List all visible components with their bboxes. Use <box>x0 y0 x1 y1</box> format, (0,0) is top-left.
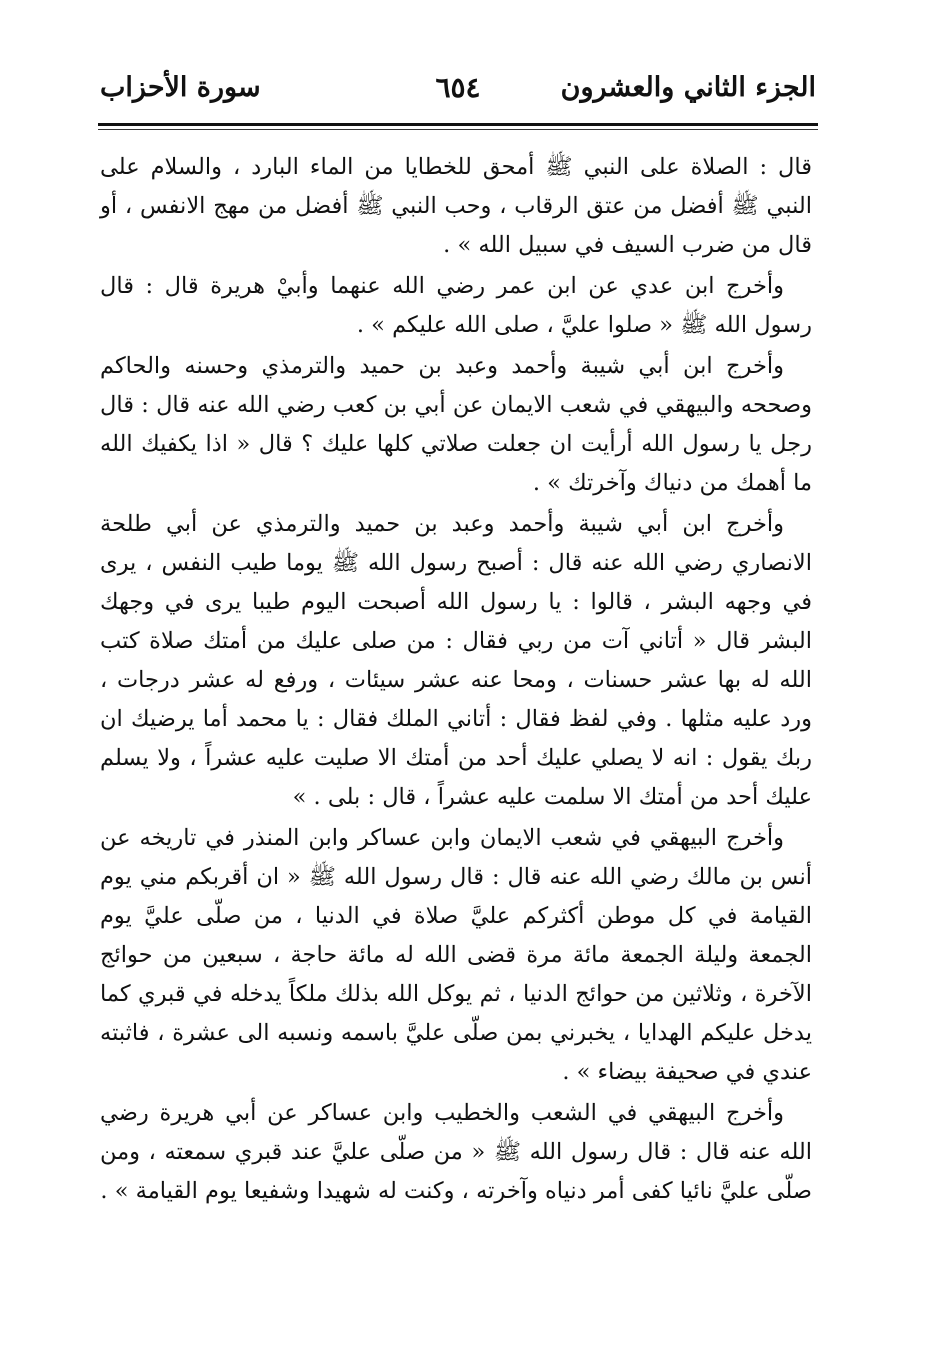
paragraph: قال : الصلاة على النبي ﷺ أمحق للخطايا من الماء البارد ، والسلام على النبي ﷺ أفضل من عتق الرقاب ، وحب النبي ﷺ أفضل من مهج الانفس ، أو قال من ضرب السيف في سبيل الله » . <box>100 154 812 258</box>
paragraph: وأخرج ابن أبي شيبة وأحمد وعبد بن حميد والترمذي عن أبي طلحة الانصاري رضي الله عنه قال : أصبح رسول الله ﷺ يوما طيب النفس ، يرى في وجهه البشر ، قالوا : يا رسول الله أصبحت اليوم طيبا يرى في وجهك البشر قال « أتاني آت من ربي فقال : من صلى عليك من أمتك صلاة كتب الله له بها عشر حسنات ، ومحا عنه عشر سيئات ، ورفع له عشر درجات ، ورد عليه مثلها . وفي لفظ فقال : أتاني الملك فقال : يا محمد أما يرضيك ان ربك يقول : انه لا يصلي عليك أحد من أمتك الا صليت عليه عشراً ، ولا يسلم عليك أحد من أمتك الا سلمت عليه عشراً ، قال : بلى . » <box>100 511 812 810</box>
paragraph: وأخرج البيهقي في شعب الايمان وابن عساكر وابن المنذر في تاريخه عن أنس بن مالك رضي الله عنه قال : قال رسول الله ﷺ « ان أقربكم مني يوم القيامة في كل موطن أكثركم عليَّ صلاة في الدنيا ، من صلّى عليَّ يوم الجمعة وليلة الجمعة مائة مرة قضى الله له مائة حاجة ، سبعين من حوائج الآخرة ، وثلاثين من حوائج الدنيا ، ثم يوكل الله بذلك ملكاً يدخله في قبري كما يدخل عليكم الهدايا ، يخبرني بمن صلّى عليَّ باسمه ونسبه الى عشرة ، فاثبته عندي في صحيفة بيضاء » . <box>100 825 812 1085</box>
page-header <box>100 66 816 110</box>
paragraph: وأخرج ابن عدي عن ابن عمر رضي الله عنهما وأبيْ هريرة قال : قال رسول الله ﷺ « صلوا عليَّ ، صلى الله عليكم » . <box>100 273 812 338</box>
part-title: الجزء الثاني والعشرون <box>560 72 816 103</box>
page-number: ٦٥٤ <box>435 71 481 104</box>
header-rule-thin <box>98 129 818 130</box>
header-rule <box>98 123 818 126</box>
main-text <box>100 148 812 1211</box>
paragraph: وأخرج ابن أبي شيبة وأحمد وعبد بن حميد والترمذي وحسنه والحاكم وصححه والبيهقي في شعب الايمان عن أبي بن كعب رضي الله عنه قال : قال رجل يا رسول الله أرأيت ان جعلت صلاتي كلها عليك ؟ قال « اذا يكفيك الله ما أهمك من دنياك وآخرتك » . <box>100 353 812 496</box>
surah-title: سورة الأحزاب <box>100 72 261 103</box>
paragraph: وأخرج البيهقي في الشعب والخطيب وابن عساكر عن أبي هريرة رضي الله عنه قال : قال رسول الله ﷺ « من صلّى عليَّ عند قبري سمعته ، ومن صلّى عليَّ نائيا كفى أمر دنياه وآخرته ، وكنت له شهيدا وشفيعا يوم القيامة » . <box>100 1100 812 1204</box>
